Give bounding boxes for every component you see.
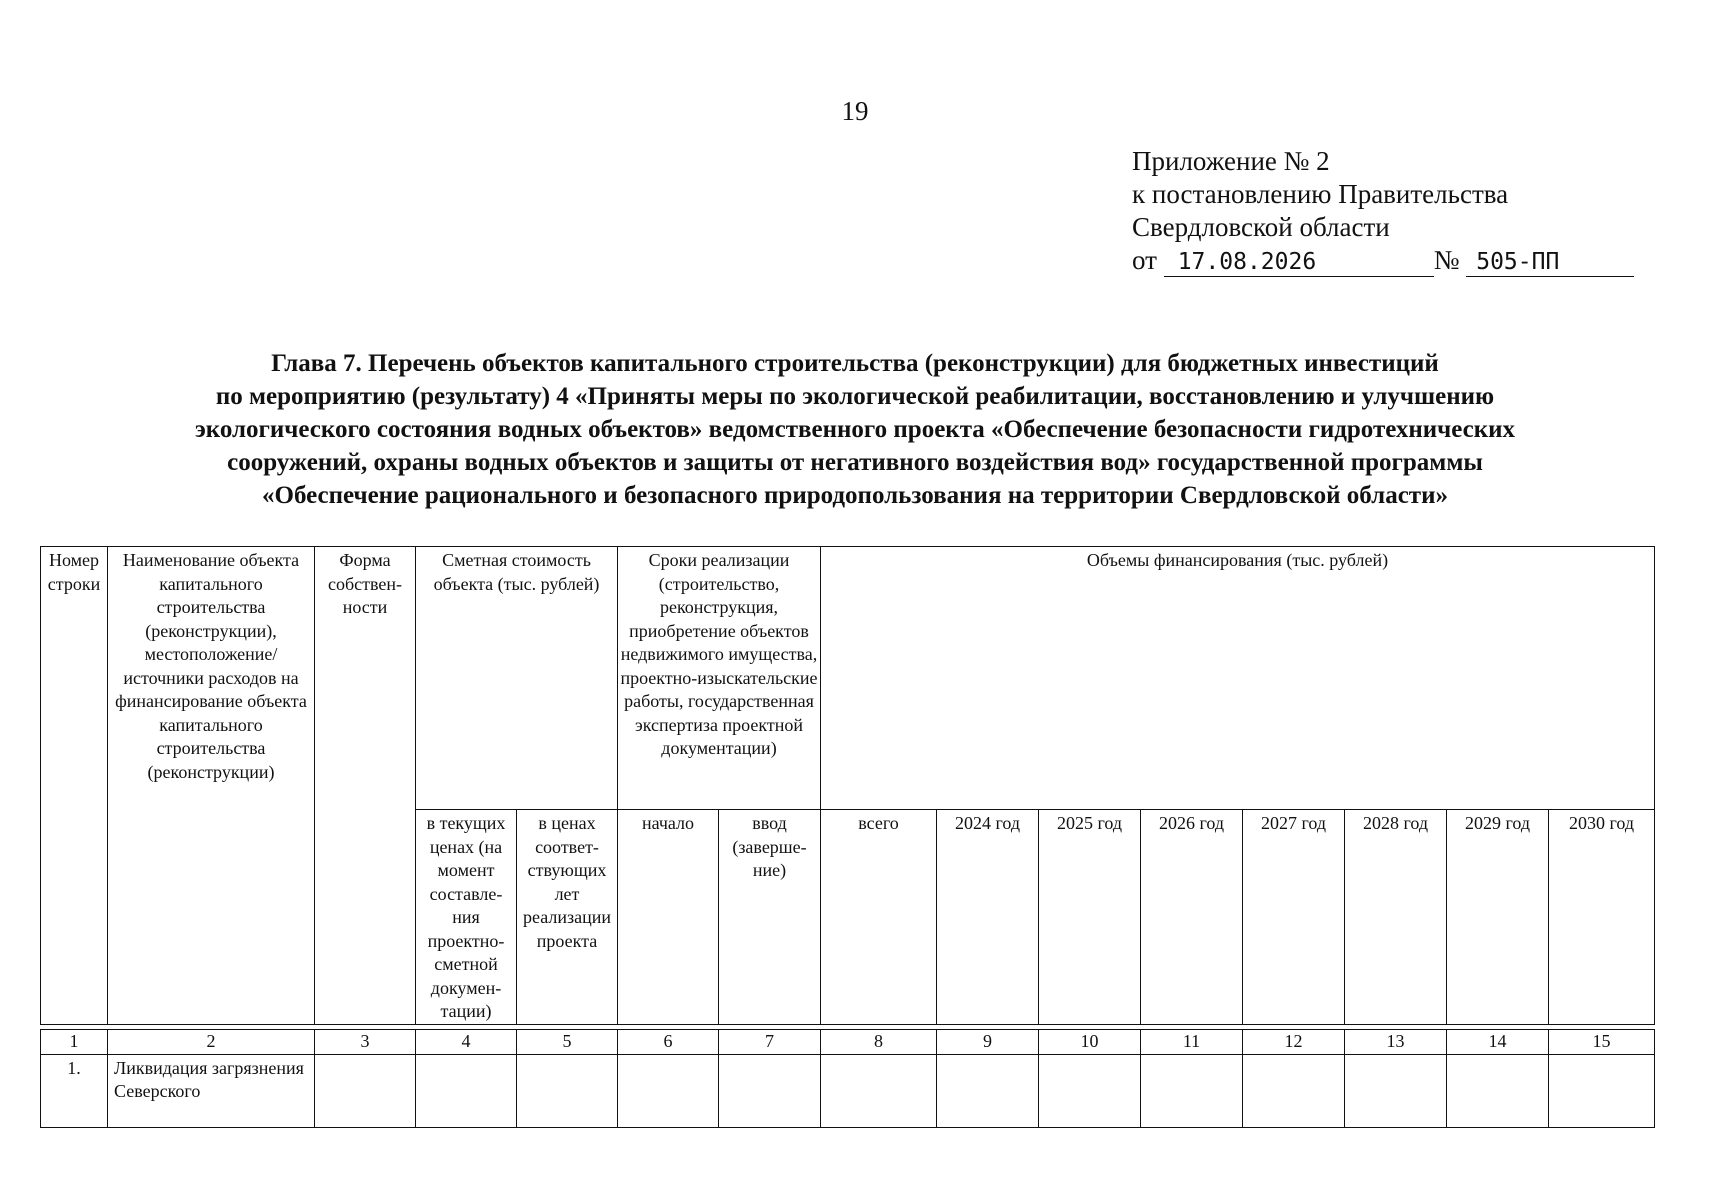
column-number: 11 bbox=[1141, 1030, 1243, 1055]
column-number: 13 bbox=[1345, 1030, 1447, 1055]
empty-cell bbox=[1141, 1054, 1243, 1127]
empty-cell bbox=[618, 1054, 719, 1127]
header-row-number: Номер строки bbox=[41, 547, 108, 1025]
header-table bbox=[40, 546, 1655, 1025]
subheader-2028: 2028 год bbox=[1345, 810, 1447, 1025]
empty-cell bbox=[1039, 1054, 1141, 1127]
column-number-row bbox=[41, 1030, 1655, 1055]
empty-cell bbox=[416, 1054, 517, 1127]
column-number: 15 bbox=[1549, 1030, 1655, 1055]
empty-cell bbox=[1447, 1054, 1549, 1127]
empty-cell bbox=[315, 1054, 416, 1127]
page-number: 19 bbox=[841, 96, 869, 126]
subheader-2024: 2024 год bbox=[937, 810, 1039, 1025]
column-number: 12 bbox=[1243, 1030, 1345, 1055]
empty-cell bbox=[1549, 1054, 1655, 1127]
date-prefix: от bbox=[1132, 245, 1157, 275]
title-line-1: Глава 7. Перечень объектов капитального строительства (реконструкции) для бюджетных инвестиций bbox=[271, 350, 1439, 377]
header-estimated-cost: Сметная стоимость объекта (тыс. рублей) bbox=[416, 547, 618, 810]
header-financing: Объемы финансирования (тыс. рублей) bbox=[821, 547, 1655, 810]
column-number: 14 bbox=[1447, 1030, 1549, 1055]
title-line-3: экологического состояния водных объектов» ведомственного проекта «Обеспечение безопасности гидротехнических bbox=[194, 416, 1516, 443]
title-line-5: «Обеспечение рационального и безопасного природопользования на территории Свердловской области» bbox=[262, 482, 1448, 509]
column-number: 10 bbox=[1039, 1030, 1141, 1055]
subheader-2026: 2026 год bbox=[1141, 810, 1243, 1025]
appendix-block bbox=[1132, 145, 1652, 277]
appendix-line-1: Приложение № 2 bbox=[1132, 146, 1330, 176]
title-line-4: сооружений, охраны водных объектов и защиты от негативного воздействия вод» государственной программы bbox=[227, 449, 1483, 476]
subheader-2029: 2029 год bbox=[1447, 810, 1549, 1025]
empty-cell bbox=[719, 1054, 821, 1127]
subheader-total: всего bbox=[821, 810, 937, 1025]
empty-cell bbox=[937, 1054, 1039, 1127]
data-table bbox=[40, 1029, 1655, 1128]
empty-cell bbox=[1243, 1054, 1345, 1127]
subheader-2027: 2027 год bbox=[1243, 810, 1345, 1025]
header-implementation-period: Сроки реализации (строительство, реконструкция, приобретение объектов недвижимого имущества, проектно-изыскательские работы, государственная экспертиза проектной документации) bbox=[618, 547, 821, 810]
chapter-title bbox=[40, 347, 1670, 512]
header-object-name: Наименование объекта капитального строительства (реконструкции), местоположение/ источники расходов на финансирование объекта капитального строительства (реконструкции) bbox=[108, 547, 315, 1025]
row-number-cell: 1. bbox=[41, 1054, 108, 1127]
column-number: 7 bbox=[719, 1030, 821, 1055]
column-number: 4 bbox=[416, 1030, 517, 1055]
column-number: 3 bbox=[315, 1030, 416, 1055]
title-line-2: по мероприятию (результату) 4 «Приняты меры по экологической реабилитации, восстановлению и улучшению bbox=[215, 383, 1495, 410]
table-row bbox=[41, 1054, 1655, 1127]
column-number: 6 bbox=[618, 1030, 719, 1055]
subheader-period-prices: в ценах соответ-ствующих лет реализации проекта bbox=[517, 810, 618, 1025]
number-field: 505-ПП bbox=[1466, 248, 1634, 277]
appendix-line-2: к постановлению Правительства bbox=[1132, 179, 1509, 209]
column-number: 9 bbox=[937, 1030, 1039, 1055]
column-number: 5 bbox=[517, 1030, 618, 1055]
subheader-start: начало bbox=[618, 810, 719, 1025]
subheader-end: ввод (заверше-ние) bbox=[719, 810, 821, 1025]
empty-cell bbox=[1345, 1054, 1447, 1127]
column-number: 1 bbox=[41, 1030, 108, 1055]
appendix-date-line bbox=[1132, 244, 1652, 277]
column-number: 2 bbox=[108, 1030, 315, 1055]
number-prefix: № bbox=[1433, 245, 1460, 275]
empty-cell bbox=[517, 1054, 618, 1127]
subheader-current-prices: в текущих ценах (на момент составле-ния проектно-сметной докумен-тации) bbox=[416, 810, 517, 1025]
subheader-2030: 2030 год bbox=[1549, 810, 1655, 1025]
header-ownership: Форма собствен-ности bbox=[315, 547, 416, 1025]
subheader-2025: 2025 год bbox=[1039, 810, 1141, 1025]
object-name-cell: Ликвидация загрязнения Северского bbox=[108, 1054, 315, 1127]
column-number: 8 bbox=[821, 1030, 937, 1055]
date-field: 17.08.2026 bbox=[1164, 248, 1434, 277]
appendix-line-3: Свердловской области bbox=[1132, 212, 1390, 242]
empty-cell bbox=[821, 1054, 937, 1127]
